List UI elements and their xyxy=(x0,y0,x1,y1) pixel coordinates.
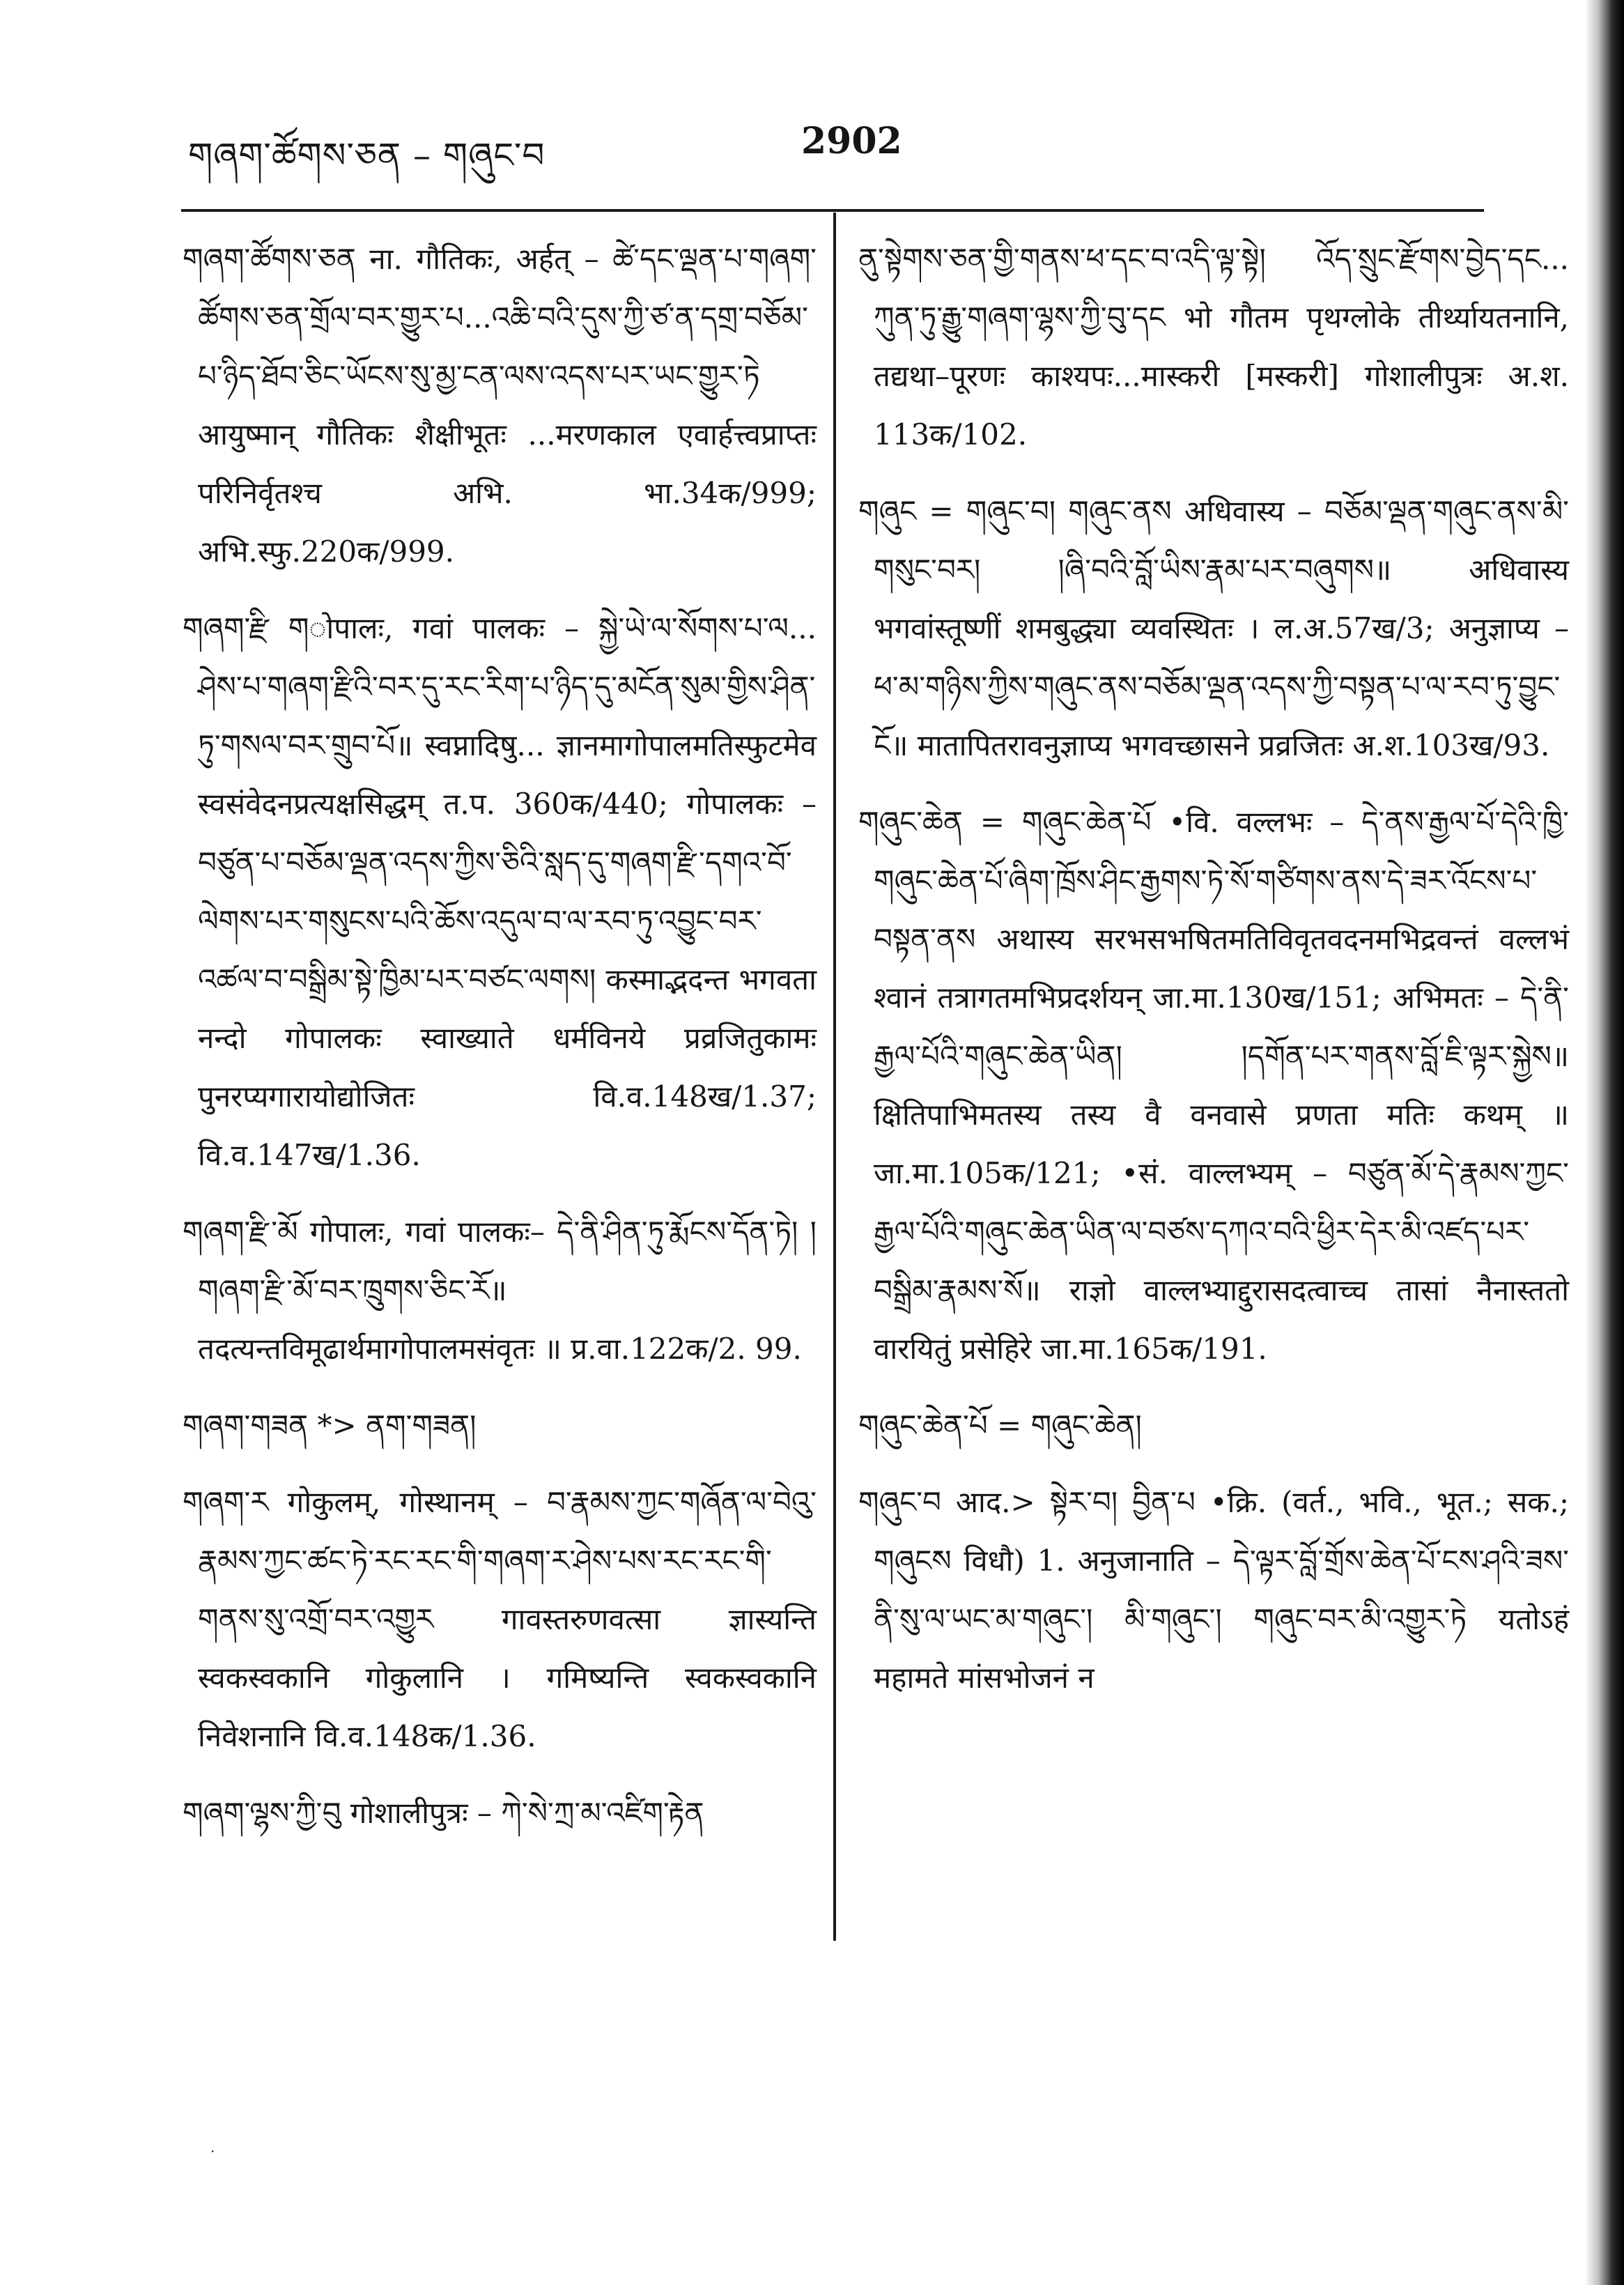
dictionary-entry: གཞུང་བ आद.> སྟེར་བ། བྱིན་པ •क्रि. (वर्त., भवि., भूत.; सक.; གཞུངས विधौ) 1. अनुजानाति – དེ་ལྟར་བློ་གྲོས་ཆེན་པོ་ངས་ཤའི་ཟས་ནི་སུ་ལ་ཡང་མ་གཞུང་། མི་གཞུང་། གཞུང་བར་མི་འགྱུར་ཏེ यतोऽहं महामते मांसभोजनं न xyxy=(858,1485,1569,1695)
dictionary-entry: གཞག་གཟན *> ནག་གཟན། xyxy=(183,1408,477,1442)
dictionary-entry: གཞག་ལྷས་ཀྱི་བུ गोशालीपुत्रः – ཀེ་སེ་ཀྲ་མ་འཛིག་རྟེན xyxy=(183,1796,704,1830)
dictionary-entry: ནུ་སྟེགས་ཅན་གྱི་གནས་ཕ་དང་བ་འདི་ལྟ་སྟེ། འོད་སྲུང་རྫོགས་བྱེད་དང... ཀུན་ཏུ་རྒྱུ་གཞག་ལྷས་ཀྱི་བུ་དང भो गौतम पृथग्लोके तीर्थ्यायतनानि, तद्यथा–पूरणः काश्यपः...मास्करी [मस्करी] गोशालीपुत्रः अ.श. 113क/102. xyxy=(858,242,1569,452)
column-divider xyxy=(833,213,836,1941)
page-number: 2902 xyxy=(801,120,902,162)
header-rule xyxy=(181,209,1484,212)
dictionary-entry: གཞག་རྫི གोपालः, गवां पालकः – སྐྱེ་ཡེ་ལ་སོགས་པ་ལ... ཤེས་པ་གཞག་རྫིའི་བར་དུ་རང་རིག་པ་ཉིད་དུ་མངོན་སུམ་གྱིས་ཤིན་ཏུ་གསལ་བར་གྲུབ་པོ॥ स्वप्नादिषु... ज्ञानमागोपालमतिस्फुटमेव स्वसंवेदनप्रत्यक्षसिद्धम् त.प. 360क/440; गोपालकः – བཙུན་པ་བཅོམ་ལྡན་འདས་ཀྱིས་ཅིའི་སླད་དུ་གཞག་རྫི་དགའ་བོ་ལེགས་པར་གསུངས་པའི་ཆོས་འདུལ་བ་ལ་རབ་ཏུ་འབྱུང་བར་འཚལ་བ་བསྒྲིམ་སྟེ་ཁྱིམ་པར་བཙང་ལགས། कस्माद्भदन्त भगवता नन्दो गोपालकः स्वाख्याते धर्मविनये प्रव्रजितुकामः पुनरप्यगारायोद्योजितः वि.व.148ख/1.37; वि.व.147ख/1.36. xyxy=(183,611,817,1172)
right-column xyxy=(858,230,1569,1725)
binding-edge xyxy=(1585,0,1624,2285)
stray-dot: · xyxy=(210,2143,215,2160)
running-head: གཞག་ཚོགས་ཅན – གཞུང་བ xyxy=(188,135,546,176)
dictionary-entry: གཞུང་ཆེན་པོ = གཞུང་ཆེན། xyxy=(858,1408,1142,1442)
dictionary-entry: གཞག་རྫི་མོ गोपालः, गवां पालकः– དེ་ནི་ཤིན་ཏུ་རྨོངས་དོན་ཏེ། །གཞག་རྫི་མོ་བར་ཁྲུགས་ཅིང་རོ॥ तदत्यन्तविमूढार्थमागोपालमसंवृतः ॥ प्र.वा.122क/2. 99. xyxy=(183,1215,817,1366)
dictionary-entry: གཞག་ཚོགས་ཅན ना. गौतिकः, अर्हत् – ཚེ་དང་ལྡན་པ་གཞག་ཚོགས་ཅན་གྲོལ་བར་གྱུར་པ...འཆི་བའི་དུས་ཀྱི་ཙ་ན་དགྲ་བཅོམ་པ་ཉིད་ཐོབ་ཅིང་ཡོངས་སུ་མྱ་ངན་ལས་འདས་པར་ཡང་གྱུར་ཏེ आयुष्मान् गौतिकः शैक्षीभूतः ...मरणकाल एवार्हत्त्वप्राप्तः परिनिर्वृतश्च अभि. भा.34क/999; अभि.स्फु.220क/999. xyxy=(183,242,817,569)
dictionary-entry: གཞག་ར गोकुलम्, गोस्थानम् – བ་རྣམས་ཀྱང་གཞོན་ལ་བེའུ་རྣམས་ཀྱང་ཚང་ཏེ་རང་རང་གི་གཞག་ར་ཤེས་པས་རང་རང་གི་གནས་སུ་འགྲོ་བར་འགྱུར गावस्तरुणवत्सा ज्ञास्यन्ति स्वकस्वकानि गोकुलानि । गमिष्यन्ति स्वकस्वकानि निवेशनानि वि.व.148क/1.36. xyxy=(183,1485,817,1753)
left-column xyxy=(183,230,817,1861)
dictionary-entry: གཞུང = གཞུང་བ། གཞུང་ནས अधिवास्य – བཅོམ་ལྡན་གཞུང་ནས་མི་གསུང་བར། །ཞི་བའི་བློ་ཡིས་རྣམ་པར་བཞུགས॥ अधिवास्य भगवांस्तूष्णीं शमबुद्ध्या व्यवस्थितः । ल.अ.57ख/3; अनुज्ञाप्य – ཕ་མ་གཉིས་ཀྱིས་གཞུང་ནས་བཅོམ་ལྡན་འདས་ཀྱི་བསྟན་པ་ལ་རབ་ཏུ་བྱུང་ངོ॥ मातापितरावनुज्ञाप्य भगवच्छासने प्रव्रजितः अ.श.103ख/93. xyxy=(858,494,1569,762)
dictionary-entry: གཞུང་ཆེན = གཞུང་ཆེན་པོ •वि. वल्लभः – དེ་ནས་རྒྱལ་པོ་དེའི་ཁྱི་གཞུང་ཆེན་པོ་ཞིག་ཁྲོས་ཤིང་རྒྱགས་ཏེ་སོ་གཙིགས་ནས་དེ་ཟར་འོངས་པ་བསྟན་ནས अथास्य सरभसभषितमतिविवृतवदनमभिद्रवन्तं वल्लभं श्वानं तत्रागतमभिप्रदर्शयन् जा.मा.130ख/151; अभिमतः – དེ་ནི་རྒྱལ་པོའི་གཞུང་ཆེན་ཡིན། །དགོན་པར་གནས་བློ་ཇི་ལྟར་སྐྱེས॥ क्षितिपाभिमतस्य तस्य वै वनवासे प्रणता मतिः कथम् ॥ जा.मा.105क/121; •सं. वाल्लभ्यम् – བཙུན་མོ་དེ་རྣམས་ཀྱང་རྒྱལ་པོའི་གཞུང་ཆེན་ཡིན་ལ་བཙས་དཀའ་བའི་ཕྱིར་དེར་མི་འཛད་པར་བསྒྲིམ་རྣམས་སོ॥ राज्ञो वाल्लभ्याद्दुरासदत्वाच्च तासां नैनास्ततो वारयितुं प्रसेहिरे जा.मा.165क/191. xyxy=(858,805,1569,1366)
